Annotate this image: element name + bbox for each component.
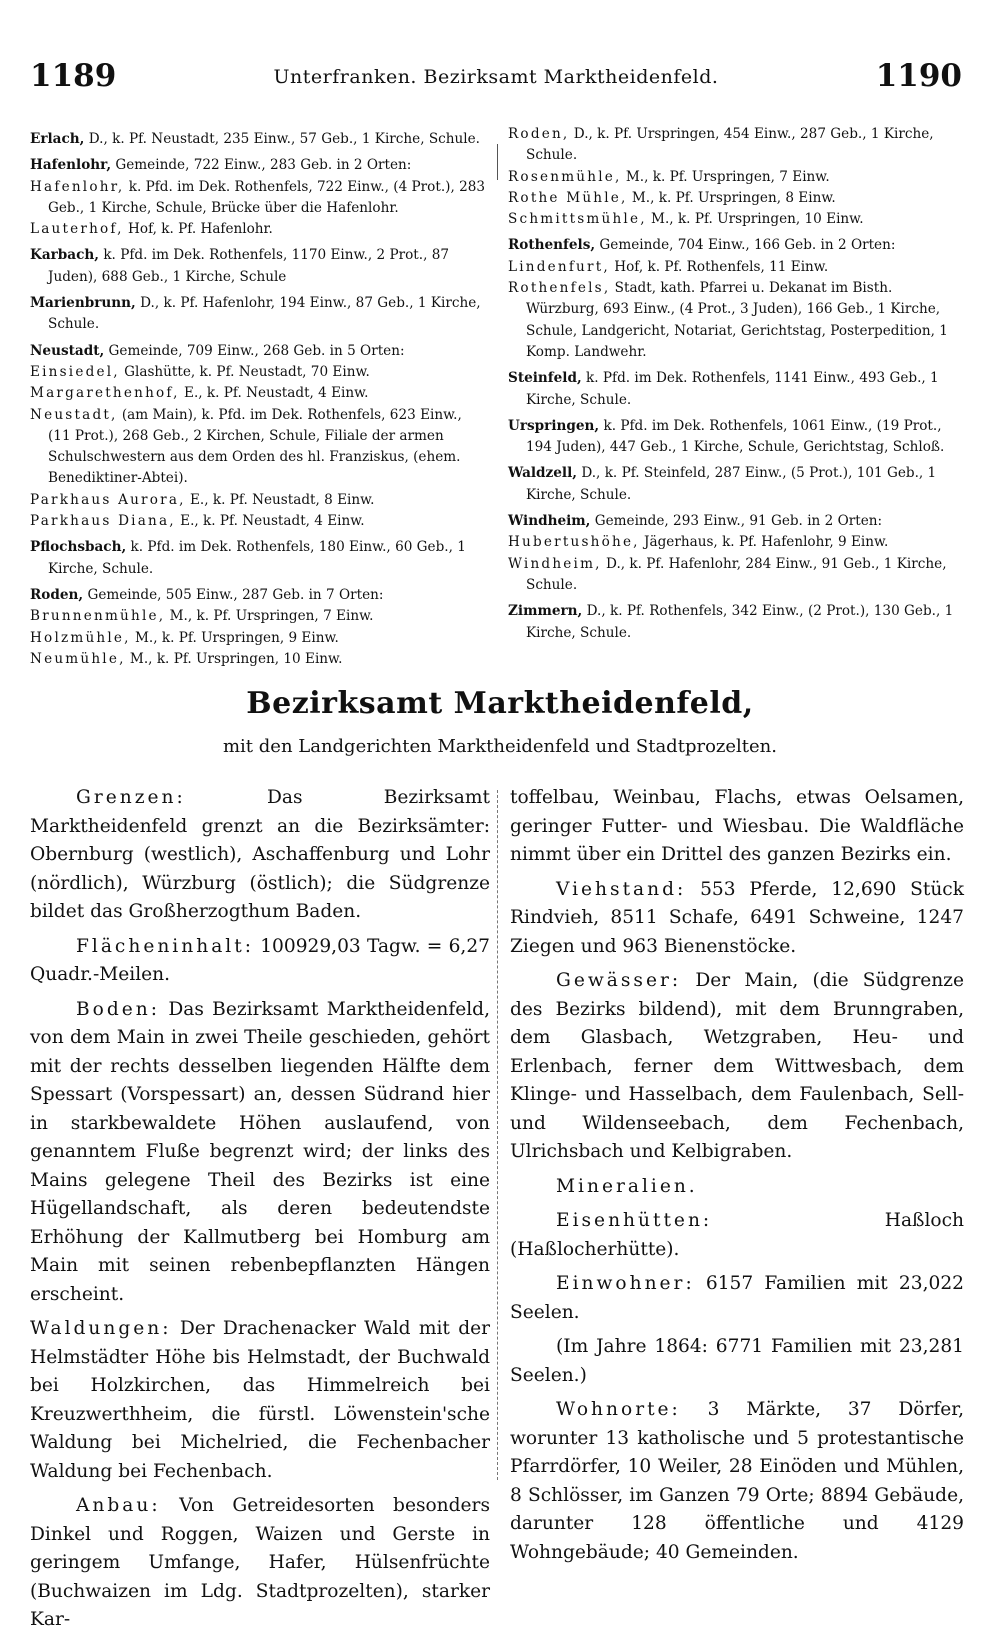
gazetteer-entry xyxy=(30,383,488,404)
paragraph-text: (Im Jahre 1864: 6771 Familien mit 23,281 Seelen.) xyxy=(510,1336,964,1386)
description-paragraph xyxy=(510,1333,964,1390)
page-number-right: 1190 xyxy=(875,58,962,94)
gazetteer-entry xyxy=(508,532,964,553)
paragraph-text: Der Drachenacker Wald mit der Helmstädter Höhe bis Helmstadt, der Buchwald bei Holzkirchen, das Himmelreich bei Kreuzwerthheim, die fürstl. Löwenstein'sche Waldung bei Michelried, die Fechenbacher Waldung bei Fechenbach. xyxy=(30,1318,490,1482)
entry-place-name: Rosenmühle, xyxy=(508,168,622,185)
entry-text: M., k. Pf. Urspringen, 7 Einw. xyxy=(165,608,374,625)
entry-place-name: Rothenfels, xyxy=(508,280,611,297)
entry-heading: Windheim, xyxy=(508,513,591,530)
entry-text: (am Main), k. Pfd. im Dek. Rothenfels, 623 Einw., (11 Prot.), 268 Geb., 2 Kirchen, Schule, Filiale der armen Schulschwestern aus dem Orden des hl. Franziskus, (ehem. Benediktiner-Abtei). xyxy=(48,406,462,487)
description-paragraph xyxy=(510,1270,964,1327)
section-subtitle: mit den Landgerichten Marktheidenfeld und Stadtprozelten. xyxy=(222,736,777,757)
entry-heading: Zimmern, xyxy=(508,603,583,620)
page-number-left: 1189 xyxy=(30,58,117,94)
description-column-right xyxy=(510,784,964,1567)
column-divider-body xyxy=(497,790,498,1480)
gazetteer-column-left xyxy=(30,124,488,670)
entry-text: E., k. Pf. Neustadt, 4 Einw. xyxy=(175,513,365,530)
paragraph-text: toffelbau, Weinbau, Flachs, etwas Oelsamen, geringer Futter- und Wiesbau. Die Waldfläche nimmt über ein Drittel des ganzen Bezirks ein. xyxy=(510,787,964,865)
entry-place-name: Neumühle, xyxy=(30,650,126,667)
gazetteer-entry xyxy=(30,155,488,176)
gazetteer-entry xyxy=(508,188,964,209)
gazetteer-entry xyxy=(30,362,488,383)
description-paragraph xyxy=(30,933,490,990)
entry-place-name: Brunnenmühle, xyxy=(30,608,166,625)
entry-text: k. Pfd. im Dek. Rothenfels, 1141 Einw., 493 Geb., 1 Kirche, Schule. xyxy=(526,370,939,408)
description-paragraph xyxy=(30,996,490,1310)
entry-text: k. Pfd. im Dek. Rothenfels, 1061 Einw., (19 Prot., 194 Juden), 447 Geb., 1 Kirche, Schule, Gerichtstag, Schloß. xyxy=(526,417,945,456)
paragraph-label: Boden: xyxy=(76,998,161,1020)
gazetteer-entry xyxy=(508,554,964,597)
gazetteer-entry xyxy=(30,537,488,580)
description-paragraph xyxy=(510,967,964,1167)
entry-text: k. Pfd. im Dek. Rothenfels, 722 Einw., (4 Prot.), 283 Geb., 1 Kirche, Schule, Brücke über die Hafenlohr. xyxy=(48,178,486,216)
paragraph-text: Das Bezirksamt Marktheidenfeld, von dem Main in zwei Theile geschieden, gehört mit der rechts desselben liegenden Hälfte dem Spessart (Vorspessart) an, dessen Südrand hier in starkbewaldete Höhen auslaufend, von genanntem Fluße begrenzt wird; der links des Mains gelegene Theil des Bezirks ist eine Hügellandschaft, als deren bedeutendste Erhöhung der Kallmutberg bei Homburg am Main mit seinen rebenbepflanzten Hängen erscheint. xyxy=(30,998,490,1305)
entry-text: Gemeinde, 505 Einw., 287 Geb. in 7 Orten: xyxy=(83,586,384,603)
entry-text: D., k. Pf. Urspringen, 454 Einw., 287 Geb., 1 Kirche, Schule. xyxy=(526,126,934,164)
running-head: Unterfranken. Bezirksamt Marktheidenfeld. xyxy=(273,66,719,88)
gazetteer-entry xyxy=(30,628,488,649)
gazetteer-entry xyxy=(30,511,488,532)
gazetteer-entry xyxy=(30,649,488,670)
gazetteer-entry xyxy=(30,585,488,606)
entry-place-name: Holzmühle, xyxy=(30,629,131,646)
paragraph-label: Viehstand: xyxy=(556,878,687,900)
entry-place-name: Lindenfurt, xyxy=(508,258,610,275)
gazetteer-entry xyxy=(30,293,488,336)
entry-place-name: Einsiedel, xyxy=(30,363,120,380)
paragraph-label: Einwohner: xyxy=(556,1273,695,1294)
description-paragraph xyxy=(510,784,964,870)
paragraph-label: Anbau: xyxy=(76,1495,161,1516)
entry-place-name: Lauterhof, xyxy=(30,221,124,238)
paragraph-text: Das Bezirksamt Marktheidenfeld grenzt an die Bezirksämter: Obernburg (westlich), Aschaffenburg und Lohr (nördlich), Würzburg (östlich); die Südgrenze bildet das Großherzogthum Baden. xyxy=(30,787,490,922)
entry-text: E., k. Pf. Neustadt, 4 Einw. xyxy=(179,385,369,402)
gazetteer-entry xyxy=(30,245,488,288)
gazetteer-entry xyxy=(508,124,964,167)
paragraph-label: Flächeninhalt: xyxy=(76,935,254,957)
entry-text: D., k. Pf. Hafenlohr, 284 Einw., 91 Geb., 1 Kirche, Schule. xyxy=(526,555,947,593)
entry-text: D., k. Pf. Hafenlohr, 194 Einw., 87 Geb., 1 Kirche, Schule. xyxy=(48,295,481,333)
gazetteer-entry xyxy=(508,167,964,188)
entry-text: M., k. Pf. Urspringen, 8 Einw. xyxy=(627,189,836,206)
description-paragraph xyxy=(510,1207,964,1264)
gazetteer-entry xyxy=(508,511,964,532)
gazetteer-entry xyxy=(508,235,964,256)
entry-heading: Erlach, xyxy=(30,131,85,147)
gazetteer-entry xyxy=(508,463,964,506)
gazetteer-entry xyxy=(508,257,964,278)
paragraph-label: Wohnorte: xyxy=(556,1399,681,1420)
entry-place-name: Parkhaus Aurora, xyxy=(30,491,186,508)
page-header xyxy=(30,58,962,104)
entry-text: D., k. Pf. Steinfeld, 287 Einw., (5 Prot.), 101 Geb., 1 Kirche, Schule. xyxy=(526,465,937,503)
entry-place-name: Windheim, xyxy=(508,555,602,572)
entry-text: D., k. Pf. Neustadt, 235 Einw., 57 Geb., 1 Kirche, Schule. xyxy=(84,131,480,147)
entry-place-name: Rothe Mühle, xyxy=(508,189,628,206)
entry-heading: Urspringen, xyxy=(508,417,600,434)
paragraph-label: Gewässer: xyxy=(556,970,682,991)
entry-text: M., k. Pf. Urspringen, 10 Einw. xyxy=(125,650,343,667)
entry-place-name: Roden, xyxy=(508,126,570,142)
entry-heading: Karbach, xyxy=(30,247,99,264)
paragraph-label: Eisenhütten: xyxy=(556,1210,713,1231)
entry-heading: Neustadt, xyxy=(30,342,105,359)
entry-text: k. Pfd. im Dek. Rothenfels, 180 Einw., 60 Geb., 1 Kirche, Schule. xyxy=(48,539,466,577)
entry-text: Gemeinde, 704 Einw., 166 Geb. in 2 Orten: xyxy=(595,237,896,254)
paragraph-text: Der Main, (die Südgrenze des Bezirks bildend), mit dem Brunngraben, dem Glasbach, Wetzgraben, Heu- und Erlenbach, ferner dem Wittwesbach, dem Klinge- und Hasselbach, dem Faulenbach, Sell- und Wildenseebach, dem Fechenbach, Ulrichsbach und Kelbigraben. xyxy=(510,970,964,1162)
entry-place-name: Parkhaus Diana, xyxy=(30,513,176,530)
paragraph-label: Grenzen: xyxy=(76,787,186,808)
gazetteer-entry xyxy=(508,416,964,459)
gazetteer-entry xyxy=(508,278,964,363)
gazetteer-entry xyxy=(30,341,488,362)
gazetteer-column-right xyxy=(508,124,964,644)
gazetteer-entry xyxy=(30,219,488,240)
entry-text: Hof, k. Pf. Rothenfels, 11 Einw. xyxy=(609,258,829,275)
description-paragraph xyxy=(30,784,490,927)
entry-text: k. Pfd. im Dek. Rothenfels, 1170 Einw., 2 Prot., 87 Juden), 688 Geb., 1 Kirche, Schule xyxy=(48,247,450,285)
entry-text: Jägerhaus, k. Pf. Hafenlohr, 9 Einw. xyxy=(639,534,889,551)
entry-place-name: Schmittsmühle, xyxy=(508,211,647,228)
gazetteer-entry xyxy=(30,606,488,627)
entry-place-name: Hafenlohr, xyxy=(30,178,125,195)
paragraph-label: Mineralien. xyxy=(556,1175,698,1197)
entry-text: E., k. Pf. Neustadt, 8 Einw. xyxy=(185,491,375,508)
entry-text: M., k. Pf. Urspringen, 9 Einw. xyxy=(130,629,339,646)
entry-heading: Marienbrunn, xyxy=(30,295,136,312)
section-title: Bezirksamt Marktheidenfeld, xyxy=(246,686,754,721)
entry-text: Gemeinde, 709 Einw., 268 Geb. in 5 Orten: xyxy=(104,342,405,359)
entry-heading: Rothenfels, xyxy=(508,237,596,254)
entry-heading: Roden, xyxy=(30,586,84,603)
entry-text: Gemeinde, 293 Einw., 91 Geb. in 2 Orten: xyxy=(590,513,883,530)
gazetteer-entry xyxy=(508,601,964,644)
entry-text: Gemeinde, 722 Einw., 283 Geb. in 2 Orten: xyxy=(111,157,412,174)
entry-text: M., k. Pf. Urspringen, 7 Einw. xyxy=(621,168,830,185)
gazetteer-entry xyxy=(508,209,964,230)
paragraph-text: Haßloch (Haßlocherhütte). xyxy=(510,1210,964,1260)
entry-text: Glashütte, k. Pf. Neustadt, 70 Einw. xyxy=(119,363,370,380)
paragraph-text: 553 Pferde, 12,690 Stück Rindvieh, 8511 Schafe, 6491 Schweine, 1247 Ziegen und 963 Bienenstöcke. xyxy=(510,878,964,957)
paragraph-label: Waldungen: xyxy=(30,1318,172,1339)
description-paragraph xyxy=(30,1492,490,1635)
entry-text: M., k. Pf. Urspringen, 10 Einw. xyxy=(646,211,864,228)
paragraph-text: 6157 Familien mit 23,022 Seelen. xyxy=(510,1273,964,1323)
gazetteer-entry xyxy=(508,368,964,411)
description-column-left xyxy=(30,784,490,1635)
entry-place-name: Neustadt, xyxy=(30,406,118,423)
entry-text: D., k. Pf. Rothenfels, 342 Einw., (2 Prot.), 130 Geb., 1 Kirche, Schule. xyxy=(526,603,954,641)
entry-text: Stadt, kath. Pfarrei u. Dekanat im Bisth. Würzburg, 693 Einw., (4 Prot., 3 Juden), 166 Geb., 1 Kirche, Schule, Landgericht, Notariat, Gerichtstag, Posterpedition, 1 Komp. Landwehr. xyxy=(526,280,948,360)
gazetteer-entry xyxy=(30,405,488,490)
paragraph-text: 3 Märkte, 37 Dörfer, worunter 13 katholische und 5 protestantische Pfarrdörfer, 10 Weiler, 28 Einöden und Mühlen, 8 Schlösser, im Ganzen 79 Orte; 8894 Gebäude, darunter 128 öffentliche und 4129 Wohngebäude; 40 Gemeinden. xyxy=(510,1399,964,1563)
description-paragraph xyxy=(510,1396,964,1567)
entry-place-name: Hubertushöhe, xyxy=(508,534,640,551)
entry-heading: Pflochsbach, xyxy=(30,539,127,556)
description-paragraph xyxy=(30,1315,490,1486)
entry-heading: Steinfeld, xyxy=(508,370,582,387)
gazetteer-entry xyxy=(30,490,488,511)
paragraph-text: 100929,03 Tagw. = 6,27 Quadr.-Meilen. xyxy=(30,935,490,985)
entry-heading: Hafenlohr, xyxy=(30,157,112,174)
column-divider-top xyxy=(497,144,498,180)
entry-text: Hof, k. Pf. Hafenlohr. xyxy=(123,221,273,238)
entry-heading: Waldzell, xyxy=(508,465,577,482)
description-paragraph xyxy=(510,876,964,962)
gazetteer-entry xyxy=(30,129,488,150)
paragraph-text: Von Getreidesorten besonders Dinkel und Roggen, Waizen und Gerste in geringem Umfange, Hafer, Hülsenfrüchte (Buchwaizen im Ldg. Stadtprozelten), starker Kar- xyxy=(30,1495,490,1630)
entry-place-name: Margarethenhof, xyxy=(30,385,180,402)
gazetteer-entry xyxy=(30,177,488,220)
description-paragraph xyxy=(510,1173,964,1202)
